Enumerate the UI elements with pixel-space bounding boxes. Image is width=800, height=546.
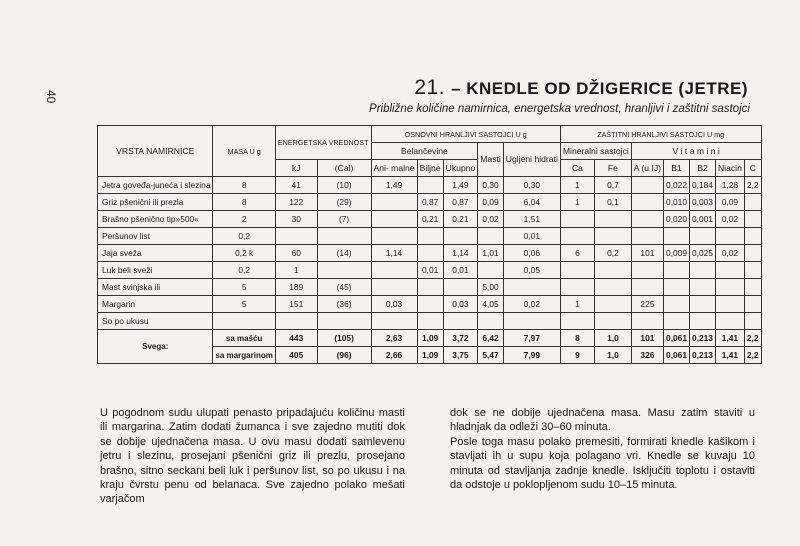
cell-uk: 0,21 — [443, 211, 478, 228]
cell-ani — [371, 211, 417, 228]
cell-masti: 1,01 — [478, 245, 504, 262]
total-cell-ca: 8 — [560, 330, 594, 347]
cell-name: Brašno pšenično tip»500« — [98, 211, 213, 228]
total-cell-a: 101 — [631, 330, 663, 347]
cell-b2 — [690, 296, 716, 313]
header-ca: Ca — [560, 160, 594, 177]
cell-kj: 1 — [275, 262, 317, 279]
cell-fe — [595, 228, 632, 245]
cell-b1 — [664, 313, 690, 330]
header-belancevine: Belančevine — [371, 143, 478, 160]
cell-niacin — [715, 228, 744, 245]
cell-fe — [595, 296, 632, 313]
cell-kj — [275, 228, 317, 245]
total-cell-bilj: 1,09 — [417, 347, 443, 364]
cell-masti: 4,05 — [478, 296, 504, 313]
cell-niacin: 0,02 — [715, 245, 744, 262]
table-row — [98, 262, 762, 279]
cell-fe: 0,2 — [595, 245, 632, 262]
cell-a — [631, 262, 663, 279]
header-mineralni: Mineralni sastojci — [560, 143, 631, 160]
header-vrsta: VRSTA NAMIRNICE — [98, 126, 213, 177]
cell-a: 225 — [631, 296, 663, 313]
cell-ca — [560, 279, 594, 296]
cell-bilj: 0,87 — [417, 194, 443, 211]
total-cell-niacin: 1,41 — [715, 330, 744, 347]
cell-ani: 1,49 — [371, 177, 417, 194]
cell-c — [744, 313, 761, 330]
cell-bilj — [417, 279, 443, 296]
cell-niacin: 0,02 — [715, 211, 744, 228]
total-cell-b2: 0,213 — [690, 330, 716, 347]
cell-b1 — [664, 228, 690, 245]
header-ugljeni: Ugljeni hidrati — [503, 143, 560, 177]
cell-ca — [560, 211, 594, 228]
table-row — [98, 228, 762, 245]
cell-ca: 1 — [560, 296, 594, 313]
instructions — [100, 406, 755, 507]
table-row — [98, 194, 762, 211]
cell-cal — [317, 228, 371, 245]
cell-masti: 0,09 — [478, 194, 504, 211]
cell-masa — [213, 313, 275, 330]
header-cal: (Cal) — [317, 160, 371, 177]
cell-b1: 0,020 — [664, 211, 690, 228]
header-energetska: ENERGETSKA VREDNOST — [275, 126, 371, 160]
cell-cal: (7) — [317, 211, 371, 228]
header-masa: MASA U g — [213, 126, 275, 177]
cell-niacin — [715, 279, 744, 296]
cell-name: So po ukusu — [98, 313, 213, 330]
cell-ani: 1,14 — [371, 245, 417, 262]
cell-masti: 0,02 — [478, 211, 504, 228]
instructions-paragraph: dok se ne dobije ujednačena masa. Masu zatim staviti u hladnjak da odleži 30–60 minuta. — [450, 407, 755, 434]
total-cell-niacin: 1,41 — [715, 347, 744, 364]
header-kj: kJ — [275, 160, 317, 177]
cell-name: Jetra goveđa-juneća i slezina — [98, 177, 213, 194]
cell-a — [631, 228, 663, 245]
cell-ugh: 0,02 — [503, 296, 560, 313]
cell-uk — [443, 313, 478, 330]
cell-ugh: 0,30 — [503, 177, 560, 194]
cell-ani — [371, 313, 417, 330]
cell-kj: 41 — [275, 177, 317, 194]
cell-c — [744, 245, 761, 262]
total-cell-ugh: 7,97 — [503, 330, 560, 347]
cell-niacin — [715, 313, 744, 330]
cell-ani — [371, 228, 417, 245]
cell-ugh: 0,01 — [503, 228, 560, 245]
cell-ca: 1 — [560, 194, 594, 211]
cell-cal: (45) — [317, 279, 371, 296]
cell-b2 — [690, 262, 716, 279]
total-label: sa margarinom — [213, 347, 275, 364]
recipe-name: – KNEDLE OD DŽIGERICE (JETRE) — [451, 79, 748, 98]
total-cell-b1: 0,061 — [664, 330, 690, 347]
cell-ugh: 6,04 — [503, 194, 560, 211]
cell-cal: (10) — [317, 177, 371, 194]
cell-bilj: 0,01 — [417, 262, 443, 279]
cell-name: Jaja sveža — [98, 245, 213, 262]
cell-name: Griz pšenični ili prezla — [98, 194, 213, 211]
cell-b2 — [690, 228, 716, 245]
cell-niacin — [715, 262, 744, 279]
recipe-title — [414, 76, 748, 100]
recipe-number: 21. — [414, 76, 446, 99]
table-row — [98, 313, 762, 330]
table-body — [98, 177, 762, 364]
total-cell-ani: 2,66 — [371, 347, 417, 364]
cell-a — [631, 194, 663, 211]
instructions-paragraph: U pogodnom sudu ulupati penasto pripadajuću količinu masti ili margarina. Zatim dodati žumanca i sve zajedno mutiti dok se dobije ujednačena masa. U ovu masu dodati samlevenu jetru i slezinu, prosejani pšenični griz ili prezlu, prosejano brašno, sitno seckani beli luk i peršunov list, so po ukusu i na kraju čvrstu penu od belanaca. Sve zajedno polako mešati varjačom — [100, 407, 405, 506]
cell-fe — [595, 279, 632, 296]
cell-a — [631, 177, 663, 194]
header-a: A (u IJ) — [631, 160, 663, 177]
total-cell-c: 2,2 — [744, 347, 761, 364]
cell-kj — [275, 313, 317, 330]
total-cell-fe: 1,0 — [595, 330, 632, 347]
cell-bilj — [417, 296, 443, 313]
total-label: sa mašću — [213, 330, 275, 347]
cell-kj: 151 — [275, 296, 317, 313]
cell-ani — [371, 279, 417, 296]
header-niacin: Niacin — [715, 160, 744, 177]
cell-uk: 0,01 — [443, 262, 478, 279]
cell-name: Peršunov list — [98, 228, 213, 245]
total-cell-kj: 443 — [275, 330, 317, 347]
total-cell-uk: 3,72 — [443, 330, 478, 347]
total-cell-cal: (105) — [317, 330, 371, 347]
cell-masti — [478, 313, 504, 330]
instructions-right — [450, 406, 755, 507]
header-b2: B2 — [690, 160, 716, 177]
cell-b1 — [664, 296, 690, 313]
total-row — [98, 330, 762, 347]
cell-uk: 0,03 — [443, 296, 478, 313]
total-cell-b2: 0,213 — [690, 347, 716, 364]
total-cell-a: 326 — [631, 347, 663, 364]
cell-a — [631, 279, 663, 296]
cell-masa: 0,2 — [213, 262, 275, 279]
total-cell-ani: 2,63 — [371, 330, 417, 347]
cell-b2: 0,003 — [690, 194, 716, 211]
total-cell-kj: 405 — [275, 347, 317, 364]
svega-label: Svega: — [98, 330, 213, 364]
cell-niacin — [715, 296, 744, 313]
header-animalne: Ani- malne — [371, 160, 417, 177]
cell-masa: 8 — [213, 177, 275, 194]
cell-ugh — [503, 279, 560, 296]
cell-ugh — [503, 313, 560, 330]
cell-b1: 0,009 — [664, 245, 690, 262]
cell-ugh: 0,06 — [503, 245, 560, 262]
cell-b2 — [690, 313, 716, 330]
cell-niacin: 1,28 — [715, 177, 744, 194]
cell-masti — [478, 262, 504, 279]
instructions-paragraph: Posle toga masu polako premesiti, formirati knedle kašikom i stavljati ih u supu koja polagano vri. Knedle se kuvaju 10 minuta od stavljanja zadnje knedle. Isključiti toplotu i ostaviti da odstoje u poklopljenom sudu 10–15 minuta. — [450, 435, 755, 492]
cell-a — [631, 313, 663, 330]
cell-ugh: 1,51 — [503, 211, 560, 228]
cell-cal: (36) — [317, 296, 371, 313]
instructions-left — [100, 406, 405, 507]
total-cell-bilj: 1,09 — [417, 330, 443, 347]
cell-masa: 5 — [213, 296, 275, 313]
cell-uk: 1,14 — [443, 245, 478, 262]
table-row — [98, 279, 762, 296]
header-osnovni: OSNOVNI HRANLJIVI SASTOJCI U g — [371, 126, 560, 143]
cell-b1: 0,010 — [664, 194, 690, 211]
cell-uk — [443, 279, 478, 296]
header-b1: B1 — [664, 160, 690, 177]
cell-cal — [317, 313, 371, 330]
cell-fe: 0,1 — [595, 194, 632, 211]
cell-fe: 0,7 — [595, 177, 632, 194]
total-cell-uk: 3,75 — [443, 347, 478, 364]
cell-b1: 0,022 — [664, 177, 690, 194]
cell-kj: 122 — [275, 194, 317, 211]
cell-name: Luk beli sveži — [98, 262, 213, 279]
cell-cal: (29) — [317, 194, 371, 211]
cell-fe — [595, 262, 632, 279]
cell-bilj — [417, 228, 443, 245]
cell-c — [744, 194, 761, 211]
cell-fe — [595, 211, 632, 228]
cell-a — [631, 211, 663, 228]
cell-masa: 0,2 — [213, 228, 275, 245]
cell-b2: 0,184 — [690, 177, 716, 194]
header-vitamini: V i t a m i n i — [631, 143, 761, 160]
cell-c — [744, 296, 761, 313]
cell-ca — [560, 228, 594, 245]
cell-uk — [443, 228, 478, 245]
header-c: C — [744, 160, 761, 177]
total-cell-ca: 9 — [560, 347, 594, 364]
total-cell-c: 2,2 — [744, 330, 761, 347]
header-masti: Masti — [478, 143, 504, 177]
cell-fe — [595, 313, 632, 330]
cell-kj: 60 — [275, 245, 317, 262]
cell-ca: 6 — [560, 245, 594, 262]
cell-b2: 0,001 — [690, 211, 716, 228]
table-subtitle: Približne količine namirnica, energetska vrednost, hranljivi i zaštitni sastojci — [369, 103, 750, 115]
table-row — [98, 245, 762, 262]
cell-ca — [560, 313, 594, 330]
cell-masa: 5 — [213, 279, 275, 296]
table-row — [98, 177, 762, 194]
cell-bilj — [417, 245, 443, 262]
header-zastitni: ZAŠTITNI HRANLJIVI SASTOJCI U mg — [560, 126, 761, 143]
cell-masa: 0,2 k — [213, 245, 275, 262]
cell-ca — [560, 262, 594, 279]
table-row — [98, 211, 762, 228]
cell-masti: 0,30 — [478, 177, 504, 194]
cell-c — [744, 262, 761, 279]
cell-uk: 1,49 — [443, 177, 478, 194]
cell-a: 101 — [631, 245, 663, 262]
cell-uk: 0,87 — [443, 194, 478, 211]
total-cell-masti: 6,42 — [478, 330, 504, 347]
header-fe: Fe — [595, 160, 632, 177]
page-number: 40 — [44, 90, 58, 104]
cell-masti: 5,00 — [478, 279, 504, 296]
cell-kj: 189 — [275, 279, 317, 296]
cell-c — [744, 211, 761, 228]
cell-b2 — [690, 279, 716, 296]
cell-cal: (14) — [317, 245, 371, 262]
cell-name: Margarin — [98, 296, 213, 313]
total-cell-fe: 1,0 — [595, 347, 632, 364]
cell-ani — [371, 262, 417, 279]
cell-name: Mast svinjska ili — [98, 279, 213, 296]
cell-masa: 2 — [213, 211, 275, 228]
total-cell-ugh: 7,99 — [503, 347, 560, 364]
cell-ani — [371, 194, 417, 211]
total-cell-b1: 0,061 — [664, 347, 690, 364]
cell-niacin: 0,09 — [715, 194, 744, 211]
cell-b2: 0,025 — [690, 245, 716, 262]
cell-c: 2,2 — [744, 177, 761, 194]
total-cell-masti: 5,47 — [478, 347, 504, 364]
nutrition-table — [97, 125, 762, 364]
header-ukupno: Ukupno — [443, 160, 478, 177]
table-row — [98, 296, 762, 313]
cell-c — [744, 279, 761, 296]
cell-bilj — [417, 177, 443, 194]
cell-ani: 0,03 — [371, 296, 417, 313]
cell-bilj: 0,21 — [417, 211, 443, 228]
cell-c — [744, 228, 761, 245]
cell-masti — [478, 228, 504, 245]
cell-ugh: 0,05 — [503, 262, 560, 279]
cell-b1 — [664, 262, 690, 279]
cell-ca: 1 — [560, 177, 594, 194]
cell-kj: 30 — [275, 211, 317, 228]
cell-bilj — [417, 313, 443, 330]
cell-masa: 8 — [213, 194, 275, 211]
cell-cal — [317, 262, 371, 279]
cell-b1 — [664, 279, 690, 296]
total-cell-cal: (96) — [317, 347, 371, 364]
header-biljne: Biljne — [417, 160, 443, 177]
